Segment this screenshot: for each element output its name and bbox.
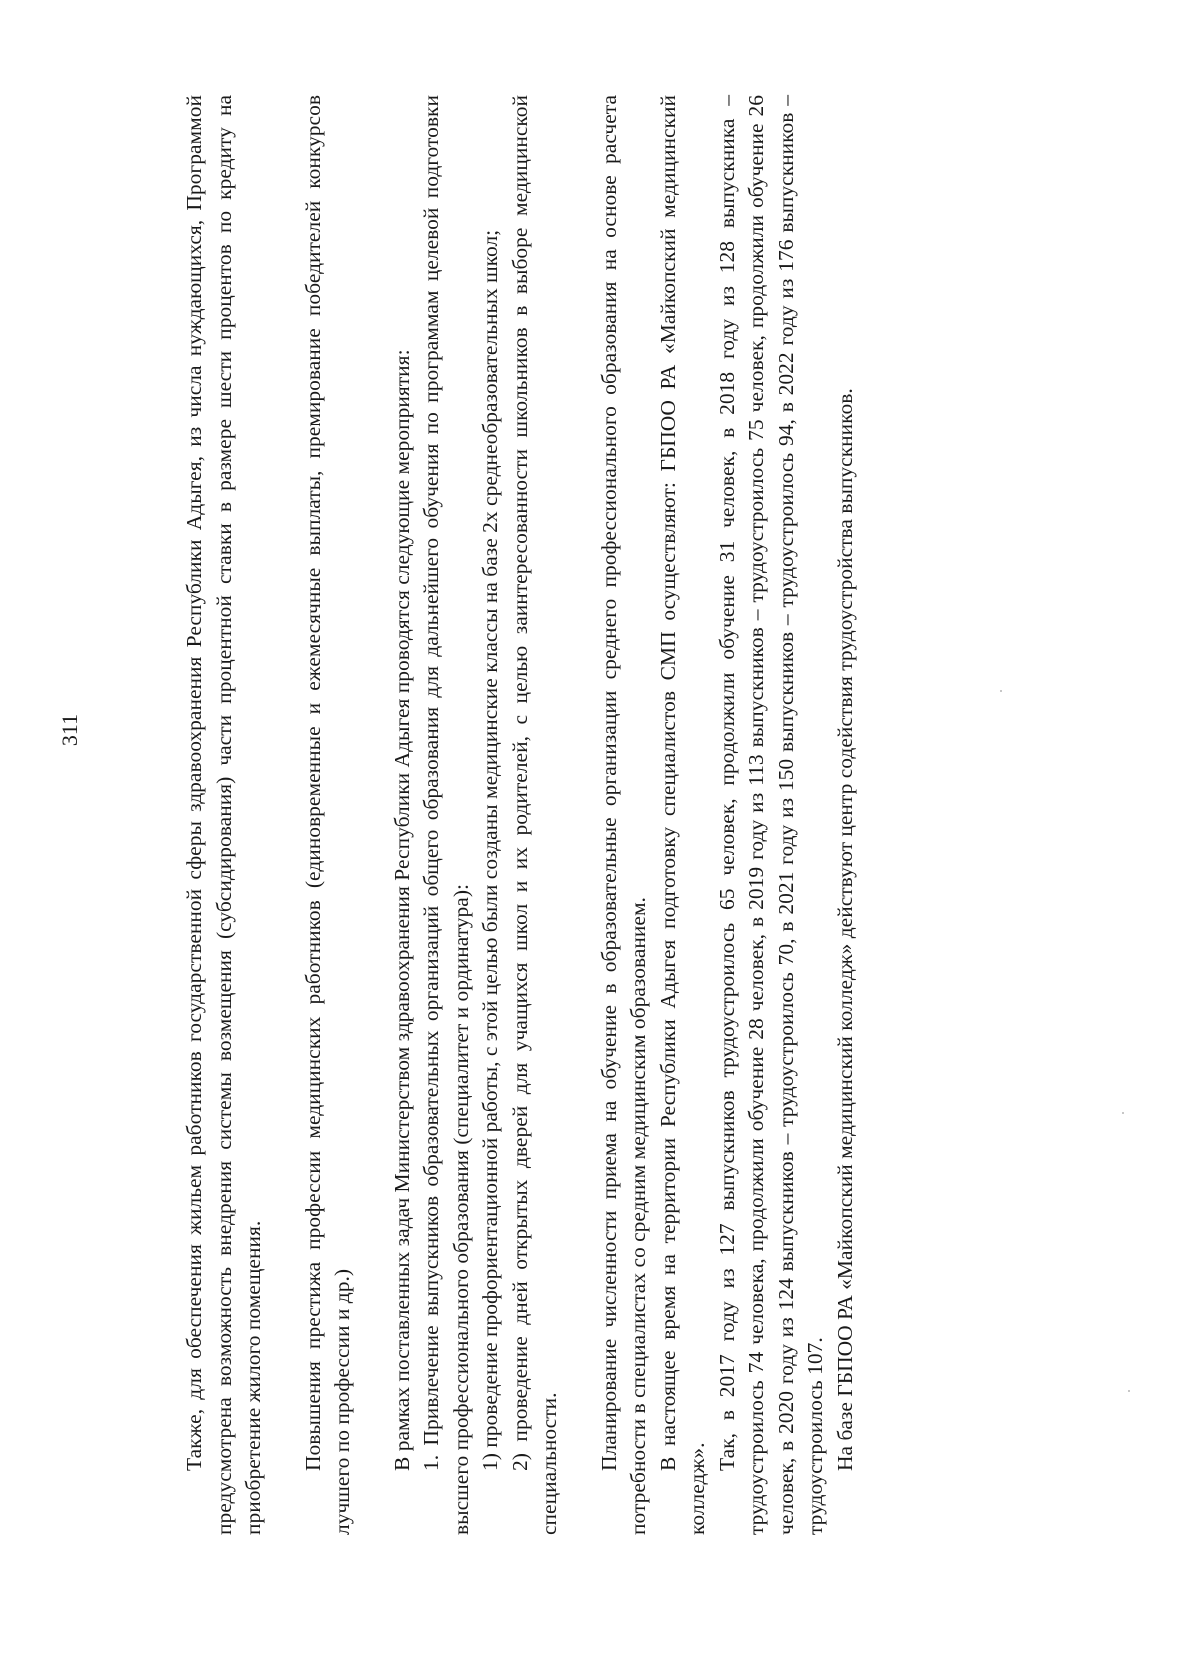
paragraph-admission-planning: Планирование численности приема на обучение в образовательные организации среднего профессионального образования на основе расчета потребности в специалистах со средним медицинским образованием.: [596, 95, 650, 1535]
scan-speck: [1122, 1112, 1124, 1114]
paragraph-gap: [269, 95, 299, 1535]
paragraph-item-1: 1. Привлечение выпускников образовательных организаций общего образования для дальнейшего обучения по программам целевой подготовки высшего профессионального образования (специалитет и ординатура):: [419, 95, 473, 1535]
paragraph-college: В настоящее время на территории Республики Адыгея подготовку специалистов СМП осуществляют: ГБПОО РА «Майкопский медицинский колледж».: [655, 95, 709, 1535]
paragraph-graduate-stats: Так, в 2017 году из 127 выпускников трудоустроилось 65 человек, продолжили обучение 31 человек, в 2018 году из 128 выпускника – трудоустроилось 74 человека, продолжили обучение 28 человек, в 2019 году из 113 выпускников – трудоустроилось 75 человек, продолжили обучение 26 человек, в 2020 году из 124 выпускников – трудоустроилось 70, в 2021 году из 150 выпускников – трудоустроилось 94, в 2022 году из 176 выпускников – трудоустроилось 107.: [714, 95, 827, 1535]
paragraph-ministry-tasks: В рамках поставленных задач Министерством здравоохранения Республики Адыгея проводятся следующие мероприятия:: [389, 349, 414, 1471]
paragraph-housing-subsidy: Также, для обеспечения жильем работников государственной сферы здравоохранения Республики Адыгея, из числа нуждающихся, Программой предусмотрена возможность внедрения системы возмещения (субсидирования) части процентной ставки в размере шести процентов по кредиту на приобретение жилого помещения.: [182, 95, 265, 1535]
page-number: 311: [57, 713, 82, 747]
paragraph-subitem-2: 2) проведение дней открытых дверей для учащихся школ и их родителей, с целью заинтересованности школьников в выборе медицинской специальности.: [507, 95, 561, 1535]
paragraph-gap: [358, 95, 388, 1535]
scan-speck: [1128, 1390, 1130, 1392]
rotated-text-block: [180, 95, 860, 1535]
paragraph-prestige: Повышения престижа профессии медицинских работников (единовременные и ежемесячные выплаты, премирование победителей конкурсов лучшего по профессии и др.): [300, 95, 354, 1535]
paragraph-subitem-1: 1) проведение профориентационной работы, с этой целью были созданы медицинские классы на базе 2х среднеобразовательных школ;: [478, 229, 502, 1471]
paragraph-employment-center: На базе ГБПОО РА «Майкопский медицинский колледж» действуют центр содействия трудоустройства выпускников.: [832, 388, 857, 1471]
scan-speck: [1000, 690, 1002, 692]
paragraph-gap: [565, 95, 595, 1535]
